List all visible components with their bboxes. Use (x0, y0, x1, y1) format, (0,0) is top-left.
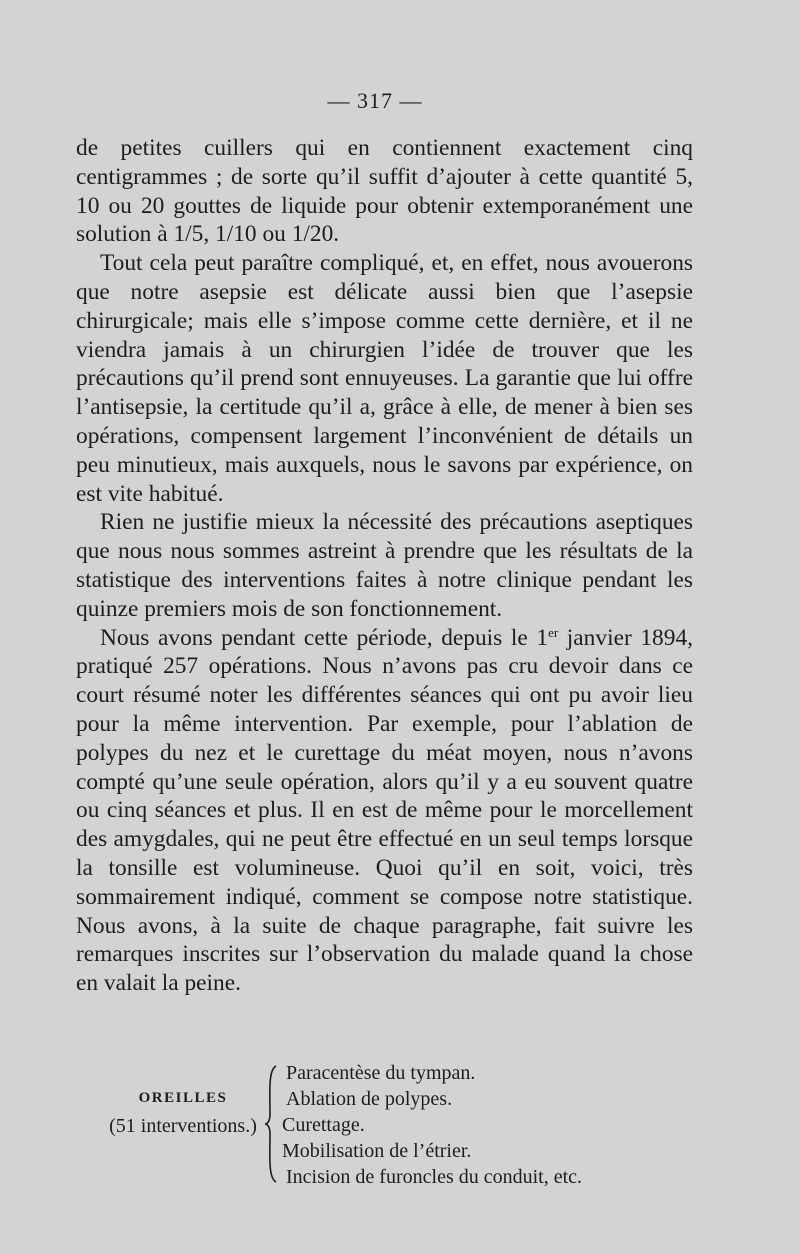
list-item: Paracentèse du tympan. (286, 1062, 476, 1084)
intervention-list (282, 1060, 583, 1190)
body-text (76, 134, 693, 998)
list-item: Mobilisation de l’étrier. (282, 1140, 472, 1162)
paragraph-1: de petites cuillers qui en contiennent exactement cinq centigrammes ; de sorte qu’il suffit d’ajouter à cette quantité 5, 10 ou 20 gouttes de liquide pour obtenir extemporanément une solution à 1/5, 1/10 ou 1/20. (76, 135, 693, 248)
list-item: Incision de furoncles du conduit, etc. (286, 1166, 583, 1188)
oreilles-section (88, 1060, 708, 1200)
section-title: OREILLES (138, 1090, 228, 1106)
paragraph-3: Rien ne justifie mieux la nécessité des précautions aseptiques que nous nous sommes astreint à prendre que les résultats de la statistique des interventions faites à notre clinique pendant les quinze premiers mois de son fonctionnement. (76, 509, 693, 622)
paragraph-2: Tout cela peut paraître compliqué, et, en effet, nous avouerons que notre asepsie est délicate aussi bien que l’asepsie chirurgicale; mais elle s’impose comme cette dernière, et il ne viendra jamais à un chirurgien l’idée de trouver que les précautions qu’il prend sont ennuyeuses. La garantie que lui offre l’antisepsie, la certitude qu’il a, grâce à elle, de mener à bien ses opérations, compensent largement l’inconvénient de détails un peu minutieux, mais auxquels, nous le savons par expérience, on est vite habitué. (76, 250, 693, 507)
curly-brace (264, 1064, 278, 1184)
section-heading (88, 1090, 278, 1138)
list-item: Ablation de polypes. (286, 1088, 453, 1110)
ordinal-superscript: er (548, 624, 559, 640)
paragraph-4-rest: janvier 1894, pratiqué 257 opérations. Nous n’avons pas cru devoir dans ce court résumé noter les différentes séances qui ont pu avoir lieu pour la même intervention. Par exemple, pour l’ablation de polypes du nez et le curettage du méat moyen, nous n’avons compté qu’une seule opération, alors qu’il y a eu souvent quatre ou cinq séances et plus. Il en est de même pour le morcellement des amygdales, qui ne peut être effectué en un seul temps lorsque la tonsille est volumineuse. Quoi qu’il en soit, voici, très sommairement indiqué, comment se compose notre statistique. Nous avons, à la suite de chaque paragraphe, fait suivre les remarques inscrites sur l’observation du malade quand la chose en valait la peine. (76, 624, 693, 997)
list-item: Curettage. (282, 1114, 365, 1136)
page-number: — 317 — (327, 88, 423, 113)
paragraph-4-start: Nous avons pendant cette période, depuis le 1 (100, 624, 549, 651)
section-count: (51 interventions.) (109, 1115, 257, 1137)
paragraph-4 (76, 624, 693, 998)
